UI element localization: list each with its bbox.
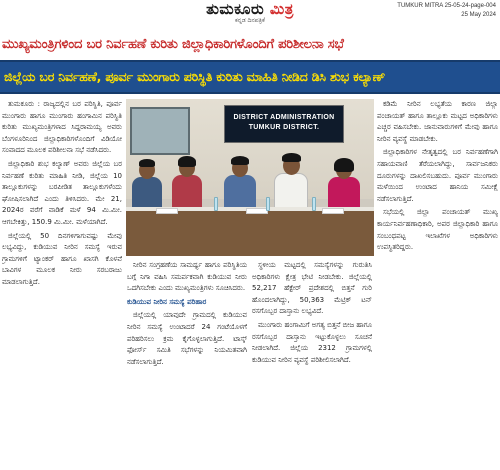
water-bottle: [214, 197, 218, 211]
water-bottle: [266, 197, 270, 211]
logo-name-accent: ಮಿತ್ರ: [269, 0, 294, 18]
article-paragraph: ಮುಂಗಾರು ಹಂಗಾಮಿಗೆ ಅಗತ್ಯ ಬಿತ್ತನೆ ಬೀಜ ಹಾಗೂ ರಸಗೊಬ್ಬರ ದಾಸ್ತಾನು ಇಟ್ಟುಕೊಳ್ಳಲು ಸೂಚನೆ ನೀಡಲಾಗಿದೆ. ಜಿಲ್ಲೆಯ 2312 ಗ್ರಾಮಗಳಲ್ಲಿ ಕುಡಿಯುವ ನೀರಿನ ವ್ಯವಸ್ಥೆ ಪರಿಶೀಲಿಸಲಾಗಿದೆ.: [252, 320, 372, 364]
article-paragraph: ಜಿಲ್ಲೆಯಲ್ಲಿ 50 ದಿನಗಳಿಗಾಗುವಷ್ಟು ಮೇವು ಲಭ್ಯವಿದ್ದು, ಕುಡಿಯುವ ನೀರಿನ ಸಮಸ್ಯೆ ಇರುವ ಗ್ರಾಮಗಳಿಗೆ ಟ್ಯಾಂಕರ್ ಹಾಗೂ ಖಾಸಗಿ ಕೊಳವೆ ಬಾವಿಗಳ ಮೂಲಕ ನೀರು ಸರಬರಾಜು ಮಾಡಲಾಗುತ್ತಿದೆ.: [2, 231, 122, 286]
photo-window: [130, 107, 190, 155]
official-hair: [334, 158, 354, 172]
sign-line-1: DISTRICT ADMINISTRATION: [233, 114, 335, 121]
official-hair: [282, 153, 301, 162]
edition-date: 25 May 2024: [461, 12, 496, 18]
table-paper: [322, 208, 344, 214]
article-paragraph: ನೀರಿನ ಸಂಗ್ರಹಣೆಯ ಸಾಮರ್ಥ್ಯ ಹಾಗೂ ಪರಿಸ್ಥಿತಿಯ ಬಗ್ಗೆ ನಿಗಾ ವಹಿಸಿ ಸಮರ್ಪಕವಾಗಿ ಕುಡಿಯುವ ನೀರು ಒದಗಿಸಬೇಕು ಎಂದು ಮುಖ್ಯಮಂತ್ರಿಗಳು ಸೂಚಿಸಿದರು.: [127, 261, 247, 293]
logo-name: ತುಮಕೂರು: [206, 0, 265, 18]
logo-tagline: ಕನ್ನಡ ದಿನಪತ್ರಿಕೆ: [234, 17, 265, 24]
official-hair: [139, 159, 155, 167]
district-administration-sign: [224, 105, 344, 143]
article-column-middle: [127, 260, 247, 470]
article-paragraph: ಸಭೆಯಲ್ಲಿ ಜಿಲ್ಲಾ ಪಂಚಾಯತ್ ಮುಖ್ಯ ಕಾರ್ಯನಿರ್ವಹಣಾಧಿಕಾರಿ, ಅಪರ ಜಿಲ್ಲಾಧಿಕಾರಿ ಹಾಗೂ ಸಂಬಂಧಪಟ್ಟ ಇಲಾಖೆಗಳ ಅಧಿಕಾರಿಗಳು ಉಪಸ್ಥಿತರಿದ್ದರು.: [377, 208, 498, 252]
table-paper: [246, 208, 268, 214]
article-column-right: [377, 99, 498, 470]
water-bottle: [312, 197, 316, 211]
sign-line-2: TUMKUR DISTRICT.: [248, 124, 320, 131]
article-paragraph: ಜಿಲ್ಲೆಯಲ್ಲಿ ಯಾವುದೇ ಗ್ರಾಮದಲ್ಲಿ ಕುಡಿಯುವ ನೀರಿನ ಸಮಸ್ಯೆ ಉಂಟಾದರೆ 24 ಗಂಟೆಯೊಳಗೆ ಪರಿಹರಿಸಲು ಕ್ರಮ ಕೈಗೊಳ್ಳಲಾಗುತ್ತಿದೆ. ಟಾಸ್ಕ್ ಫೋರ್ಸ್ ಸಮಿತಿ ಸಭೆಗಳನ್ನು ನಿಯಮಿತವಾಗಿ ನಡೆಸಲಾಗುತ್ತಿದೆ.: [127, 311, 247, 366]
official-hair: [178, 156, 196, 167]
edition-label: TUMKUR MITRA 25-05-24-page-004: [397, 3, 496, 9]
article-paragraph: ಕಡಿಮೆ ನೀರಿನ ಲಭ್ಯತೆಯ ಕಾರಣ ಜಿಲ್ಲಾ ಪಂಚಾಯತ್ ಹಾಗೂ ತಾಲ್ಲೂಕು ಮಟ್ಟದ ಅಧಿಕಾರಿಗಳು ಎಚ್ಚರ ವಹಿಸಬೇಕು. ಜಾನುವಾರುಗಳಿಗೆ ಮೇವು ಹಾಗೂ ನೀರಿನ ವ್ಯವಸ್ಥೆ ಮಾಡಬೇಕು.: [377, 100, 498, 143]
table-paper: [156, 208, 178, 214]
article-column-left: [2, 99, 122, 470]
official-hair: [231, 156, 249, 165]
article-subheading: ಕುಡಿಯುವ ನೀರಿನ ಸಮಸ್ಯೆ ಪರಿಹಾರ: [127, 297, 207, 306]
article-paragraph: ತುಮಕೂರು : ರಾಜ್ಯದಲ್ಲಿನ ಬರ ಪರಿಸ್ಥಿತಿ, ಪೂರ್ವ ಮುಂಗಾರು ಹಾಗೂ ಮುಂಗಾರು ಹಂಗಾಮಿನ ಪರಿಸ್ಥಿತಿ ಕುರಿತು ಮುಖ್ಯಮಂತ್ರಿಗಳಾದ ಸಿದ್ದರಾಮಯ್ಯ ಅವರು ಬೆಂಗಳೂರಿನಿಂದ ಜಿಲ್ಲಾಧಿಕಾರಿಗಳೊಂದಿಗೆ ವಿಡಿಯೋ ಸಂವಾದದ ಮೂಲಕ ಪರಿಶೀಲನಾ ಸಭೆ ನಡೆಸಿದರು.: [2, 100, 122, 155]
newspaper-logo: [175, 2, 325, 26]
article-column-middle-2: [252, 260, 372, 470]
article-paragraph: ಜಿಲ್ಲಾಧಿಕಾರಿಗಳ ನೇತೃತ್ವದಲ್ಲಿ ಬರ ನಿರ್ವಹಣೆಗಾಗಿ ಸಹಾಯವಾಣಿ ತೆರೆಯಲಾಗಿದ್ದು, ಸಾರ್ವಜನಿಕರು ದೂರುಗಳನ್ನು ದಾಖಲಿಸಬಹುದು. ಪೂರ್ವ ಮುಂಗಾರು ಮಳೆಯಿಂದ ಉಂಟಾದ ಹಾನಿಯ ಸಮೀಕ್ಷೆ ನಡೆಸಲಾಗುತ್ತಿದೆ.: [377, 148, 498, 203]
meeting-photo: [126, 99, 374, 256]
secondary-headline: ಜಿಲ್ಲೆಯ ಬರ ನಿರ್ವಹಣೆ, ಪೂರ್ವ ಮುಂಗಾರು ಪರಿಸ್ಥಿತಿ ಕುರಿತು ಮಾಹಿತಿ ನೀಡಿದ ಡಿಸಿ ಶುಭ ಕಲ್ಯಾಣ್: [4, 69, 386, 84]
meeting-table: [126, 211, 374, 256]
edition-info: [397, 2, 496, 20]
article-paragraph: ಜಿಲ್ಲಾಧಿಕಾರಿ ಶುಭ ಕಲ್ಯಾಣ್ ಅವರು ಜಿಲ್ಲೆಯ ಬರ ನಿರ್ವಹಣೆ ಕುರಿತು ಮಾಹಿತಿ ನೀಡಿ, ಜಿಲ್ಲೆಯ 10 ತಾಲ್ಲೂಕುಗಳನ್ನು ಬರಪೀಡಿತ ತಾಲ್ಲೂಕುಗಳೆಂದು ಘೋಷಿಸಲಾಗಿದೆ ಎಂದು ತಿಳಿಸಿದರು. ಮೇ 21, 2024ರ ವರೆಗೆ ವಾಡಿಕೆ ಮಳೆ 94 ಮಿ.ಮೀ. ಆಗಬೇಕಿತ್ತು, 150.9 ಮಿ.ಮೀ. ಮಳೆಯಾಗಿದೆ.: [2, 159, 122, 226]
masthead: [0, 0, 500, 26]
primary-headline: ಮುಖ್ಯಮಂತ್ರಿಗಳಿಂದ ಬರ ನಿರ್ವಹಣೆ ಕುರಿತು ಜಿಲ್ಲಾಧಿಕಾರಿಗಳೊಂದಿಗೆ ಪರಿಶೀಲನಾ ಸಭೆ: [2, 37, 344, 52]
article-paragraph: ಸ್ಥಳೀಯ ಮಟ್ಟದಲ್ಲಿ ಸಮಸ್ಯೆಗಳನ್ನು ಗುರುತಿಸಿ ಅಧಿಕಾರಿಗಳು ಕ್ಷೇತ್ರ ಭೇಟಿ ನೀಡಬೇಕು. ಜಿಲ್ಲೆಯಲ್ಲಿ 52,217 ಹೆಕ್ಟೇರ್ ಪ್ರದೇಶದಲ್ಲಿ ಬಿತ್ತನೆ ಗುರಿ ಹೊಂದಲಾಗಿದ್ದು, 50,363 ಮೆಟ್ರಿಕ್ ಟನ್ ರಸಗೊಬ್ಬರ ದಾಸ್ತಾನು ಲಭ್ಯವಿದೆ.: [252, 261, 372, 316]
secondary-headline-banner: [0, 60, 500, 94]
